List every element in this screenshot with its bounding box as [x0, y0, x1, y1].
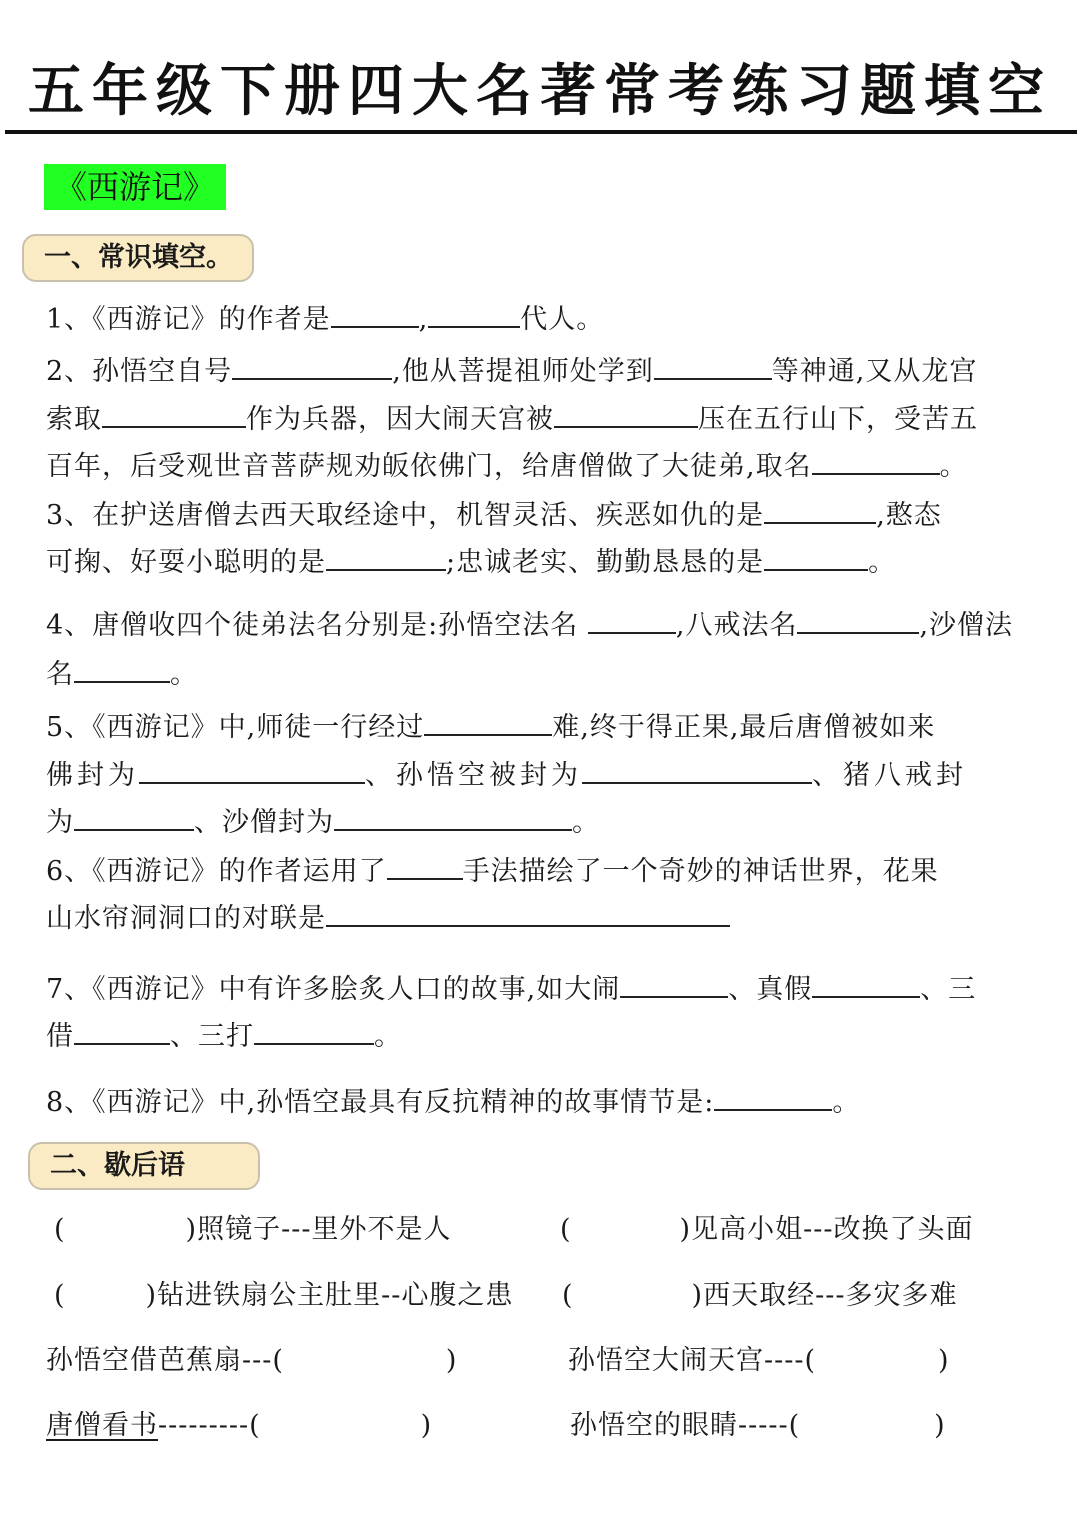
- question-5-line-1: [46, 708, 1046, 746]
- question-3-line-2: [46, 543, 1046, 581]
- answer-blank[interactable]: [387, 852, 463, 880]
- xiehouyu-text: 孙悟空借芭蕉扇---(: [46, 1345, 284, 1376]
- question-1: [46, 300, 1046, 338]
- question-text: ,: [418, 304, 429, 335]
- question-text: 、三打: [170, 1021, 254, 1052]
- question-text: 名: [46, 659, 74, 690]
- paren-close: ): [445, 1345, 458, 1376]
- question-text: 可掬、好耍小聪明的是: [46, 547, 326, 578]
- section-heading-xiehouyu: 二、歇后语: [28, 1142, 260, 1190]
- page-title: 五年级下册四大名著常考练习题填空: [28, 59, 1052, 124]
- question-text: 难,终于得正果,最后唐僧被如来: [552, 712, 936, 743]
- question-text: 、孙悟空被封为: [365, 760, 582, 791]
- answer-blank[interactable]: [654, 352, 772, 380]
- xiehouyu-item-2: [560, 1212, 973, 1248]
- question-7-line-2: [46, 1017, 1046, 1055]
- question-2-line-1: [46, 352, 1046, 390]
- question-text: 作为兵器，因大闹天宫被: [246, 404, 554, 435]
- xiehouyu-text: 孙悟空的眼睛-----(: [570, 1410, 801, 1441]
- question-text: 1、《西游记》的作者是: [46, 304, 331, 335]
- xiehouyu-item-1: [54, 1212, 451, 1248]
- xiehouyu-item-4: [562, 1278, 957, 1314]
- answer-blank[interactable]: [812, 970, 920, 998]
- question-text: 7、《西游记》中有许多脍炙人口的故事,如大闹: [46, 974, 621, 1005]
- question-text: 为: [46, 807, 74, 838]
- xiehouyu-item-7: [46, 1408, 432, 1444]
- xiehouyu-text: 孙悟空大闹天宫----(: [568, 1345, 817, 1376]
- answer-blank[interactable]: [232, 352, 392, 380]
- question-text: ,八戒法名: [675, 610, 798, 641]
- question-8: [46, 1083, 1046, 1121]
- question-text: 佛封为: [46, 760, 139, 791]
- xiehouyu-text: )西天取经---多灾多难: [691, 1280, 958, 1311]
- question-text: 借: [46, 1021, 74, 1052]
- answer-blank[interactable]: [334, 803, 572, 831]
- title-divider: [5, 130, 1077, 134]
- xiehouyu-text: ---------(: [158, 1410, 261, 1441]
- question-text: 。: [868, 547, 897, 578]
- answer-blank[interactable]: [424, 708, 552, 736]
- question-2-line-3: [46, 447, 1046, 485]
- paren-close: ): [420, 1410, 433, 1441]
- question-text: 、猪八戒封: [812, 760, 967, 791]
- answer-blank[interactable]: [764, 543, 868, 571]
- answer-blank[interactable]: [74, 1017, 170, 1045]
- question-text: 8、《西游记》中,孙悟空最具有反抗精神的故事情节是:: [46, 1087, 715, 1118]
- question-text: ,憨态: [876, 500, 942, 531]
- answer-blank[interactable]: [331, 300, 419, 328]
- question-text: ;忠诚老实、勤勤恳恳的是: [446, 547, 765, 578]
- answer-blank[interactable]: [428, 300, 520, 328]
- paren-close: ): [934, 1410, 946, 1441]
- answer-blank[interactable]: [812, 447, 940, 475]
- question-text: 。: [170, 659, 198, 690]
- question-text: 、沙僧封为: [194, 807, 334, 838]
- question-text: 6、《西游记》的作者运用了: [46, 856, 387, 887]
- question-text: 。: [374, 1021, 402, 1052]
- xiehouyu-text: )见高小姐---改换了头面: [679, 1214, 974, 1245]
- xiehouyu-text: )照镜子---里外不是人: [185, 1214, 452, 1245]
- question-7-line-1: [46, 970, 1046, 1008]
- xiehouyu-text: 唐僧看书: [46, 1410, 158, 1441]
- question-4-line-1: [46, 606, 1046, 644]
- answer-blank[interactable]: [102, 400, 246, 428]
- xiehouyu-item-8: [570, 1408, 946, 1444]
- question-6-line-2: [46, 899, 1046, 937]
- question-text: 压在五行山下，受苦五: [698, 404, 978, 435]
- question-text: 等神通,又从龙宫: [771, 356, 978, 387]
- answer-blank[interactable]: [139, 756, 365, 784]
- answer-blank[interactable]: [74, 655, 170, 683]
- answer-blank[interactable]: [582, 756, 812, 784]
- answer-blank[interactable]: [326, 899, 730, 927]
- xiehouyu-text: )钻进铁扇公主肚里--心腹之患: [145, 1280, 514, 1311]
- answer-blank[interactable]: [764, 496, 876, 524]
- question-text: 手法描绘了一个奇妙的神话世界，花果: [462, 856, 939, 887]
- paren-open: (: [560, 1214, 572, 1245]
- xiehouyu-item-6: [568, 1343, 950, 1379]
- question-text: 。: [572, 807, 600, 838]
- question-text: 4、唐僧收四个徒弟法名分别是:孙悟空法名: [46, 610, 588, 641]
- paren-open: (: [562, 1280, 574, 1311]
- book-heading: 《西游记》: [44, 164, 226, 210]
- answer-blank[interactable]: [797, 606, 919, 634]
- question-text: 、三: [920, 974, 977, 1005]
- question-5-line-3: [46, 803, 1046, 841]
- question-text: 索取: [46, 404, 102, 435]
- answer-blank[interactable]: [326, 543, 446, 571]
- paren-open: (: [54, 1280, 66, 1311]
- answer-blank[interactable]: [254, 1017, 374, 1045]
- answer-blank[interactable]: [714, 1083, 832, 1111]
- xiehouyu-item-5: [46, 1343, 457, 1379]
- question-text: 3、在护送唐僧去西天取经途中，机智灵活、疾恶如仇的是: [46, 500, 765, 531]
- question-4-line-2: [46, 655, 1046, 693]
- question-text: 山水帘洞洞口的对联是: [46, 903, 326, 934]
- question-text: 百年，后受观世音菩萨规劝皈依佛门，给唐僧做了大徒弟,取名: [46, 451, 812, 482]
- answer-blank[interactable]: [554, 400, 698, 428]
- paren-close: ): [938, 1345, 950, 1376]
- answer-blank[interactable]: [74, 803, 194, 831]
- question-text: 2、孙悟空自号: [46, 356, 233, 387]
- question-3-line-1: [46, 496, 1046, 534]
- answer-blank[interactable]: [620, 970, 728, 998]
- question-text: 。: [832, 1087, 861, 1118]
- question-text: ,沙僧法: [919, 610, 1014, 641]
- question-6-line-1: [46, 852, 1046, 890]
- xiehouyu-item-3: [54, 1278, 513, 1314]
- question-text: ,他从菩提祖师处学到: [392, 356, 654, 387]
- question-2-line-2: [46, 400, 1046, 438]
- question-text: 代人。: [520, 304, 605, 335]
- answer-blank[interactable]: [588, 606, 676, 634]
- question-5-line-2: [46, 756, 1046, 794]
- question-text: 。: [939, 451, 968, 482]
- question-text: 5、《西游记》中,师徒一行经过: [46, 712, 425, 743]
- section-heading-general-knowledge: 一、常识填空。: [22, 234, 254, 282]
- question-text: 、真假: [728, 974, 813, 1005]
- paren-open: (: [54, 1214, 66, 1245]
